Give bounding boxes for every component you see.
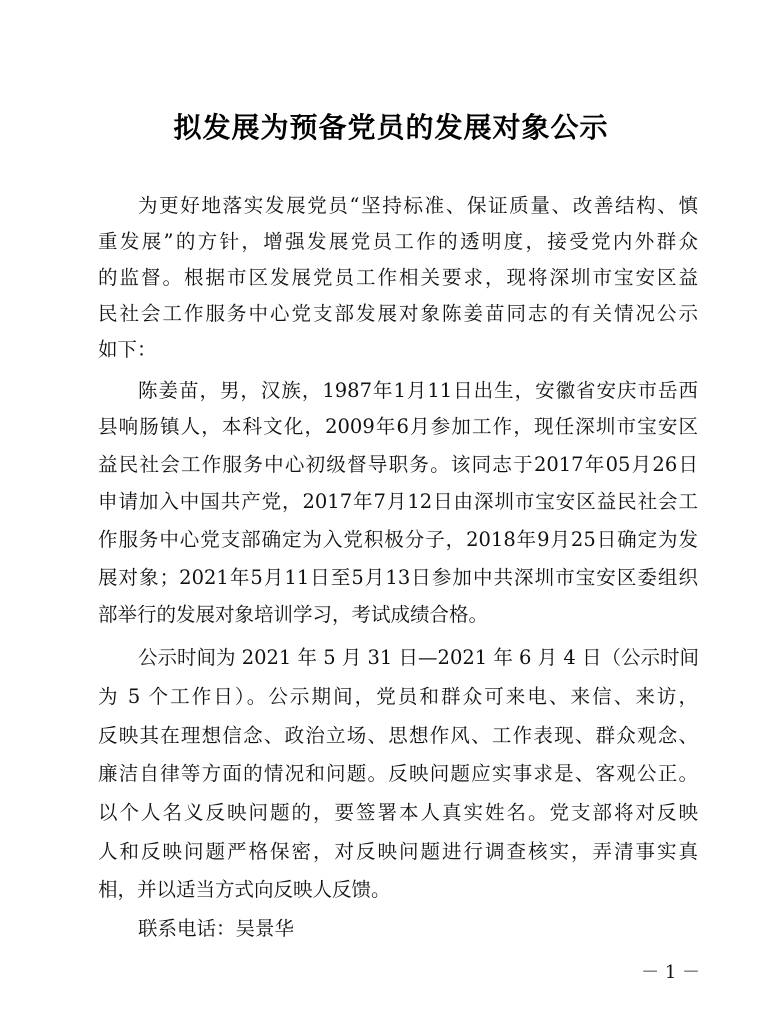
paragraph-1-line-3: 的监督。根据市区发展党员工作相关要求，现将深圳市宝安区益: [98, 266, 698, 289]
paragraph-2-line-7: 部举行的发展对象培训学习，考试成绩合格。: [98, 603, 489, 626]
paragraph-2-line-5: 作服务中心党支部确定为入党积极分子，2018年9月25日确定为发: [98, 528, 698, 551]
contact-line: 联系电话：吴景华: [138, 917, 295, 940]
document-title: 拟发展为预备党员的发展对象公示: [173, 111, 609, 144]
paragraph-3-line-7: 相，并以适当方式向反映人反馈。: [98, 878, 391, 901]
paragraph-3-line-2: 为 5 个工作日）。公示期间，党员和群众可来电、来信、来访，: [98, 685, 698, 708]
paragraph-2-line-6: 展对象；2021年5月11日至5月13日参加中共深圳市宝安区委组织: [98, 566, 698, 589]
paragraph-3-line-5: 以个人名义反映问题的，要签署本人真实姓名。党支部将对反映: [98, 801, 698, 824]
paragraph-2-line-1: 陈姜苗，男，汉族，1987年1月11日出生，安徽省安庆市岳西: [138, 379, 698, 402]
paragraph-1-line-2: 重发展”的方针，增强发展党员工作的透明度，接受党内外群众: [98, 230, 698, 253]
page-number: － 1 －: [641, 962, 700, 983]
paragraph-2-line-3: 益民社会工作服务中心初级督导职务。该同志于2017年05月26日: [98, 453, 698, 476]
paragraph-1-line-4: 民社会工作服务中心党支部发展对象陈姜苗同志的有关情况公示: [98, 302, 698, 325]
paragraph-3-line-6: 人和反映问题严格保密，对反映问题进行调查核实，弄清事实真: [98, 840, 698, 863]
paragraph-3-line-4: 廉洁自律等方面的情况和问题。反映问题应实事求是、客观公正。: [98, 762, 698, 785]
paragraph-3-line-3: 反映其在理想信念、政治立场、思想作风、工作表现、群众观念、: [98, 724, 698, 747]
paragraph-1-line-5: 如下：: [98, 338, 157, 361]
paragraph-1-line-1: 为更好地落实发展党员“坚持标准、保证质量、改善结构、慎: [138, 194, 698, 217]
paragraph-2-line-2: 县响肠镇人，本科文化，2009年6月参加工作，现任深圳市宝安区: [98, 415, 698, 438]
paragraph-2-line-4: 申请加入中国共产党，2017年7月12日由深圳市宝安区益民社会工: [98, 490, 698, 513]
paragraph-3-line-1: 公示时间为 2021 年 5 月 31 日—2021 年 6 月 4 日（公示时间: [138, 646, 699, 669]
